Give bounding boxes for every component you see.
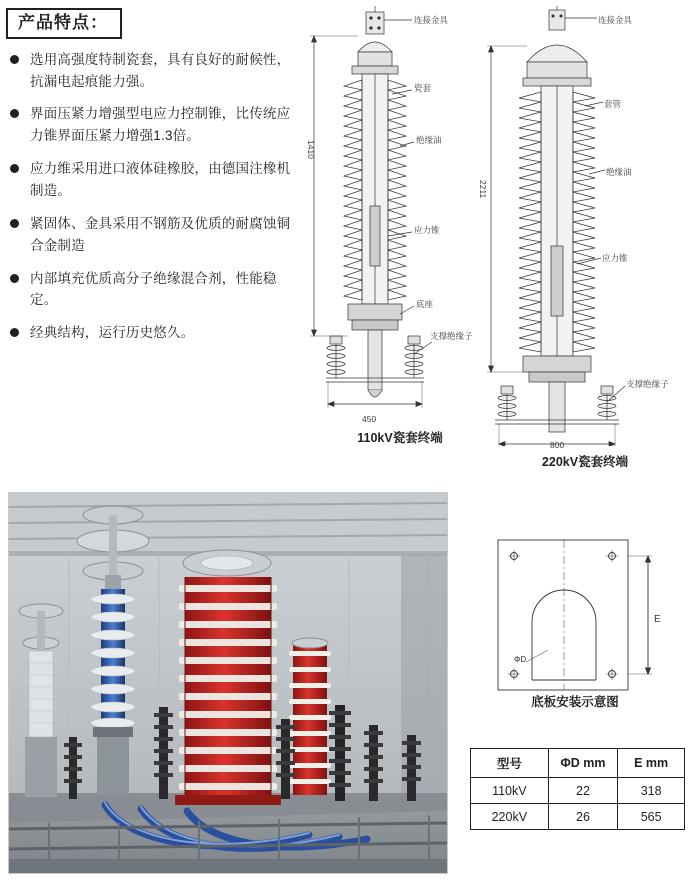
baseplate-diagram xyxy=(470,530,680,710)
photo-illustration xyxy=(9,493,447,873)
header-e: E mm xyxy=(618,749,685,778)
label-porcelain-110kv: 瓷套 xyxy=(414,83,432,93)
header-model: 型号 xyxy=(471,749,549,778)
cell-diameter: 22 xyxy=(548,778,618,804)
baseplate-drawing xyxy=(470,530,680,705)
feature-text: 内部填充优质高分子绝缘混合剂，性能稳定。 xyxy=(30,270,277,308)
baseplate-caption: 底板安装示意图 xyxy=(531,695,619,709)
dim-base-110kv: 450 xyxy=(362,414,377,424)
label-bushing-220kv: 套管 xyxy=(604,99,622,109)
technical-drawings xyxy=(300,0,700,470)
feature-text: 经典结构，运行历史悠久。 xyxy=(30,325,195,341)
bullet-icon xyxy=(10,164,19,173)
feature-text: 应力维采用进口液体硅橡胶，由德国注橡机制造。 xyxy=(30,161,291,198)
list-item xyxy=(8,213,300,257)
cell-diameter: 26 xyxy=(548,804,618,830)
spec-table xyxy=(470,748,685,830)
label-stress-cone-220kv: 应力锥 xyxy=(602,253,628,263)
list-item xyxy=(8,268,300,312)
bullet-icon xyxy=(10,109,19,118)
table-row xyxy=(471,778,685,804)
feature-text: 界面压紧力增强型电应力控制锥，比传统应力锥界面压紧力增强1.3倍。 xyxy=(30,106,291,144)
label-base-110kv: 底座 xyxy=(416,299,434,309)
cell-model: 220kV xyxy=(471,804,549,830)
dim-height-110kv: 1410 xyxy=(306,140,316,159)
cell-e: 565 xyxy=(618,804,685,830)
table-row xyxy=(471,804,685,830)
label-connector-220kv: 连接金具 xyxy=(598,15,633,25)
features-list xyxy=(8,49,300,344)
label-oil-220kv: 绝缘油 xyxy=(606,167,632,177)
bullet-icon xyxy=(10,219,19,228)
features-title: 产品特点： xyxy=(6,8,122,39)
bullet-icon xyxy=(10,55,19,64)
feature-text: 紧固体、金具采用不钢筋及优质的耐腐蚀铜合金制造 xyxy=(30,215,291,253)
label-oil-110kv: 绝缘油 xyxy=(416,135,442,145)
svg-text:ΦD: ΦD xyxy=(514,655,527,664)
cell-e: 318 xyxy=(618,778,685,804)
drawing-110kv xyxy=(300,6,500,436)
bullet-icon xyxy=(10,274,19,283)
label-connector-110kv: 连接金具 xyxy=(414,15,449,25)
feature-text: 选用高强度特制瓷套，具有良好的耐候性，抗漏电起痕能力强。 xyxy=(30,51,291,89)
caption-110kv: 110kV瓷套终端 xyxy=(357,431,443,445)
dim-base-220kv: 800 xyxy=(550,440,565,450)
product-features-section xyxy=(0,8,300,355)
list-item xyxy=(8,322,300,344)
cell-model: 110kV xyxy=(471,778,549,804)
table-header-row xyxy=(471,749,685,778)
svg-text:E: E xyxy=(654,614,661,625)
label-stress-cone-110kv: 应力锥 xyxy=(414,225,440,235)
facility-photo xyxy=(8,492,448,874)
list-item xyxy=(8,158,300,202)
bullet-icon xyxy=(10,328,19,337)
list-item xyxy=(8,103,300,147)
dim-height-220kv: 2211 xyxy=(478,180,488,199)
list-item xyxy=(8,49,300,93)
caption-220kv: 220kV瓷套终端 xyxy=(541,455,629,469)
label-support-insulator-220kv: 支撑绝缘子 xyxy=(626,379,669,389)
label-support-insulator-110kv: 支撑绝缘子 xyxy=(430,331,473,341)
header-diameter: ΦD mm xyxy=(548,749,618,778)
